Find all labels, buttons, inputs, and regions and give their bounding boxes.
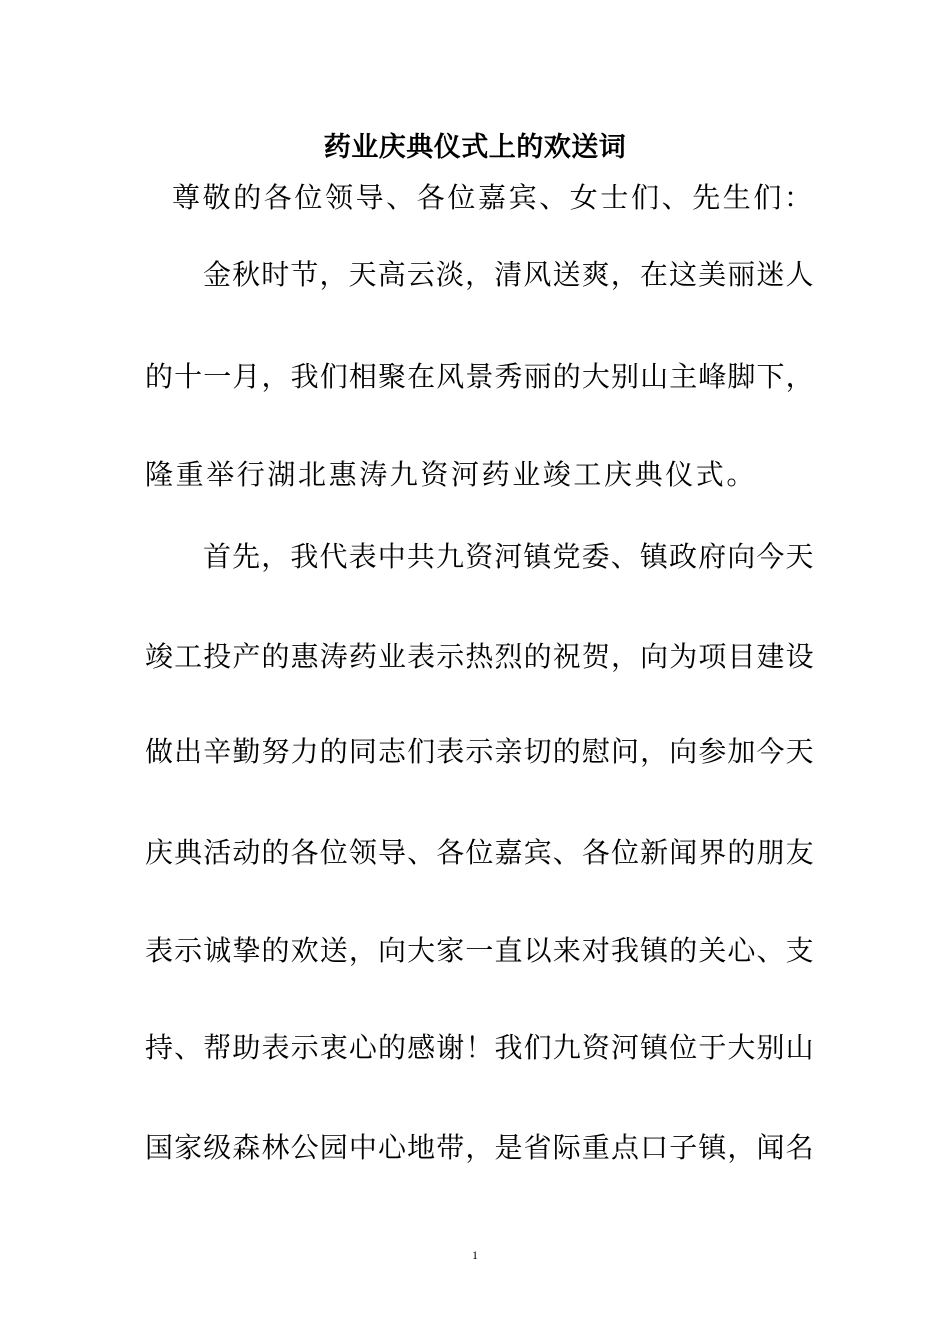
paragraph-line: 金秋时节，天高云淡，清风送爽，在这美丽迷人 — [203, 258, 815, 291]
page-number: 1 — [472, 1248, 478, 1262]
paragraph-line: 国家级森林公园中心地带，是省际重点口子镇，闻名 — [145, 1131, 815, 1164]
paragraph-line: 竣工投产的惠涛药业表示热烈的祝贺，向为项目建设 — [145, 640, 815, 673]
paragraph-line: 隆重举行湖北惠涛九资河药业竣工庆典仪式。 — [145, 458, 758, 491]
paragraph-line: 做出辛勤努力的同志们表示亲切的慰问，向参加今天 — [145, 735, 815, 768]
paragraph-line: 首先，我代表中共九资河镇党委、镇政府向今天 — [203, 540, 815, 573]
paragraph-line: 持、帮助表示衷心的感谢！我们九资河镇位于大别山 — [145, 1031, 815, 1064]
salutation: 尊敬的各位领导、各位嘉宾、女士们、先生们： — [172, 181, 815, 214]
paragraph-line: 庆典活动的各位领导、各位嘉宾、各位新闻界的朋友 — [145, 836, 815, 869]
paragraph-line: 表示诚挚的欢送，向大家一直以来对我镇的关心、支 — [145, 934, 815, 967]
document-title: 药业庆典仪式上的欢送词 — [323, 132, 627, 163]
paragraph-line: 的十一月，我们相聚在风景秀丽的大别山主峰脚下， — [145, 360, 815, 393]
